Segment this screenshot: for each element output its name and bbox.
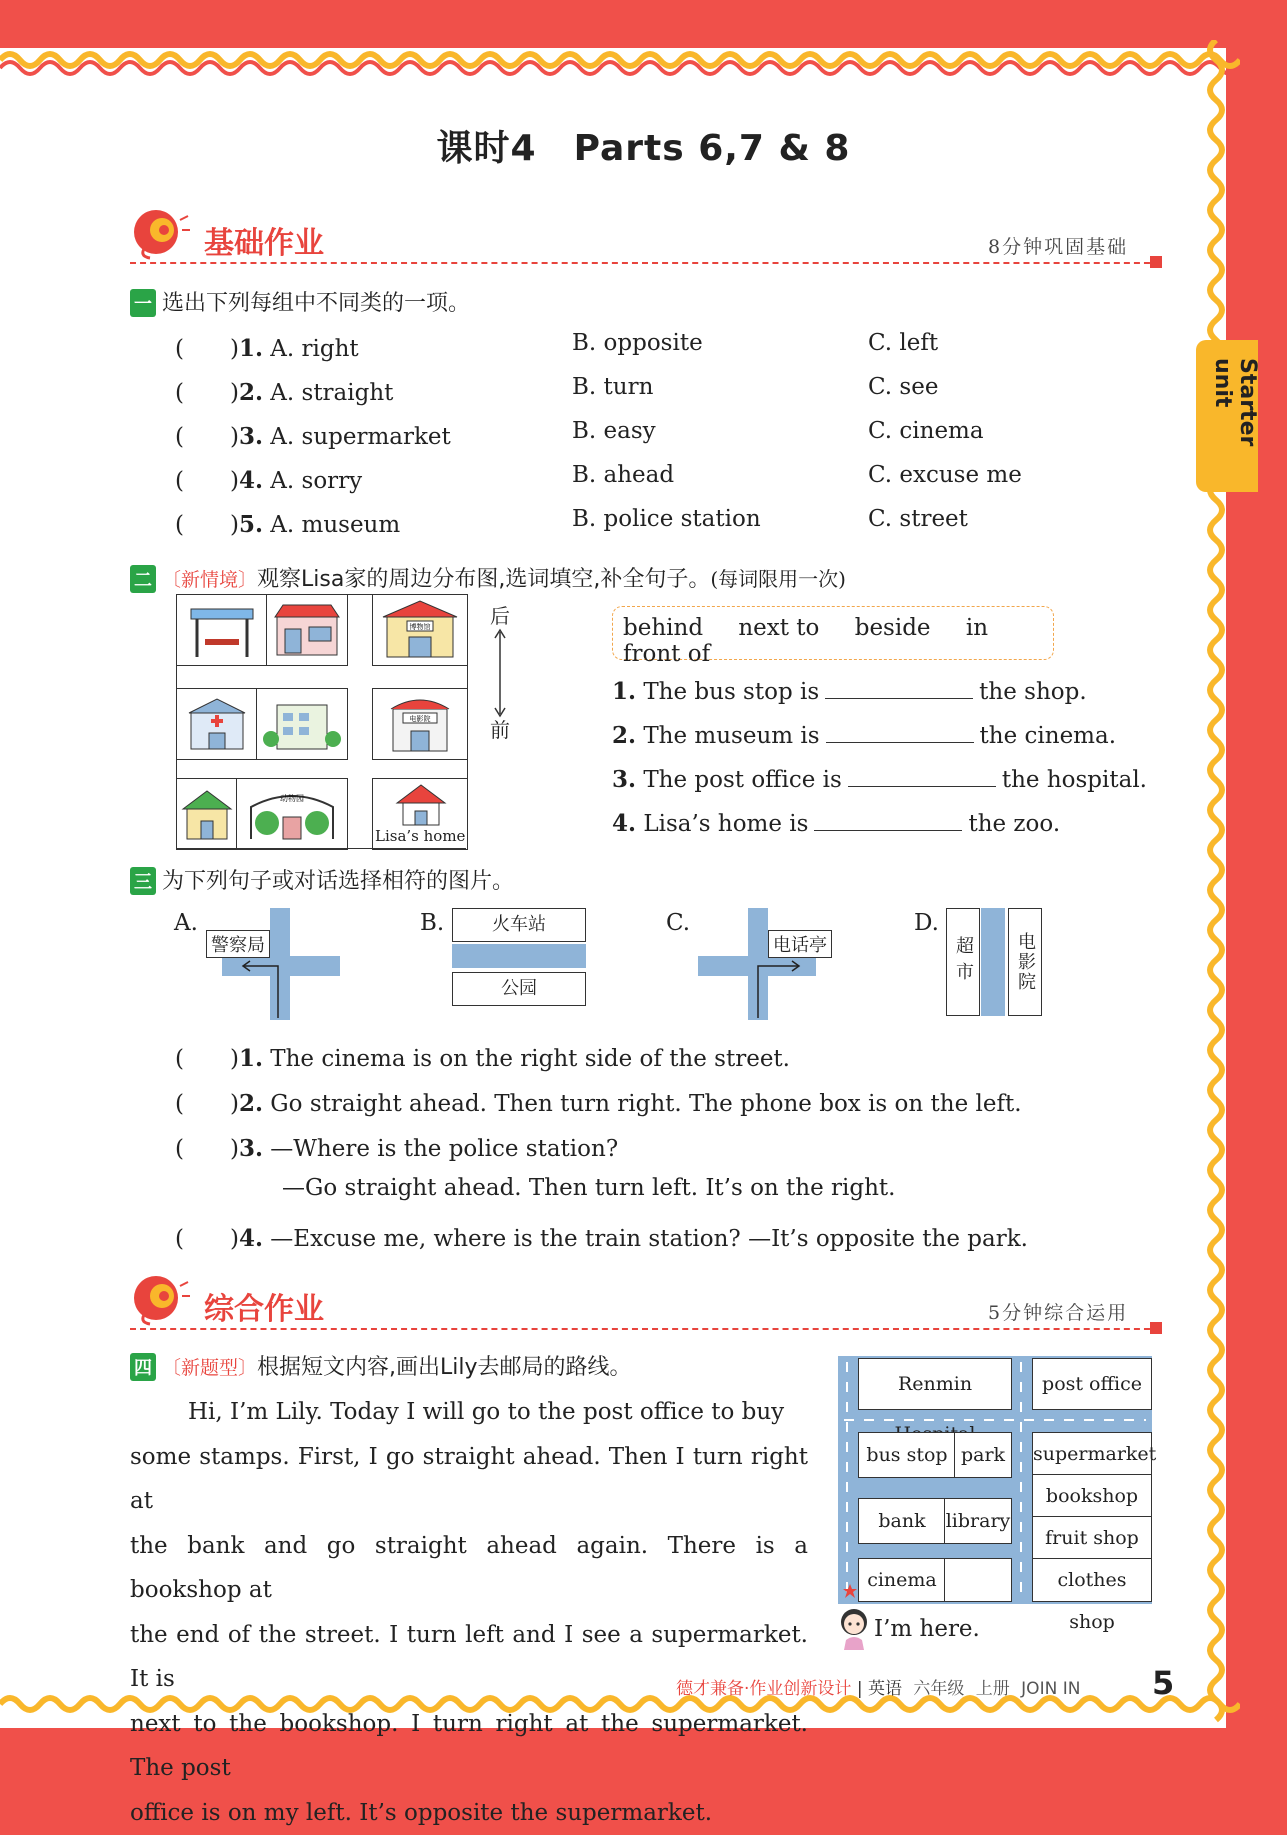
q1-heading [130,286,470,317]
map-fruit-shop: fruit shop [1032,1516,1152,1560]
hospital-cell [176,688,258,760]
answer-paren[interactable]: ( ) [175,336,239,362]
q1-item-3 [175,418,451,451]
q4-instruction: 根据短文内容,画出Lily去邮局的路线。 [257,1355,632,1380]
footer-grade: 六年级 [913,1679,964,1699]
q1-item-2 [175,374,393,407]
word-bank-item: in front of [623,615,988,667]
option-a: A. sorry [270,468,362,494]
q4-heading [130,1350,632,1381]
page-number: 5 [1152,1664,1174,1702]
small-house-icon [181,787,233,843]
fill-blank[interactable] [814,808,962,831]
footer-volume: 上册 [976,1679,1010,1699]
map-post-office: post office [1032,1358,1152,1410]
q3-item-1 [175,1040,790,1073]
route-arrow-icon [754,958,804,1020]
item-text: —Excuse me, where is the train station? —It’s opposite the park. [270,1226,1028,1252]
word-bank-item: next to [738,615,819,641]
q3-heading [130,864,514,895]
item-number: 1. [612,678,636,705]
q1-item-1 [175,330,359,363]
q2-instruction: 观察Lisa家的周边分布图,选词填空,补全句子。 [257,567,710,592]
zoo-icon [243,783,341,845]
q2-badge: 二 [130,565,156,593]
fill-blank[interactable] [825,676,973,699]
fill-blank[interactable] [826,720,974,743]
museum-sign-text: 博物馆 [410,622,431,631]
map-renmin-hospital: Renmin [858,1358,1012,1410]
bus-stop-cell [176,594,268,666]
item-number: 4. [239,467,263,494]
passage-line: next to the bookshop. I turn right at the supermarket. The post [130,1702,808,1791]
q3-item-3-reply: —Go straight ahead. Then turn left. It’s on the right. [282,1175,895,1201]
item-number: 5. [239,511,263,538]
answer-paren[interactable]: ( ) [175,1091,239,1117]
sentence-end: the cinema. [980,723,1116,749]
answer-paren[interactable]: ( ) [175,512,239,538]
cinema-label: 电影院 [1008,908,1042,1016]
q1-item-5-option-b: B. police station [572,506,761,532]
direction-back-label: 后 [490,600,510,629]
option-a: A. right [270,336,358,362]
q1-item-5-option-c: C. street [868,506,968,532]
museum-cell [372,594,468,666]
q1-item-3-option-c: C. cinema [868,418,984,444]
police-station-label: 警察局 [206,930,270,958]
cinema-cell [372,688,468,760]
q3-item-2 [175,1085,1022,1118]
item-number: 2. [239,1090,263,1117]
q1-item-2-option-c: C. see [868,374,938,400]
map-empty-lot [944,1558,1012,1602]
passage-line: the end of the street. I turn left and I see a supermarket. It is [130,1613,808,1702]
item-number: 4. [239,1225,263,1252]
lisa-home-label: Lisa’s home [375,827,465,845]
hospital-icon [181,695,253,753]
section-comprehensive-divider [130,1328,1160,1330]
item-number: 2. [612,722,636,749]
q1-item-2-option-b: B. turn [572,374,653,400]
top-wave-border [0,40,1240,80]
map-clothes-shop: clothes shop [1032,1558,1152,1602]
shop-cell [266,594,348,666]
word-bank-item: behind [623,615,703,641]
section-comprehensive-title: 综合作业 [204,1284,324,1328]
answer-paren[interactable]: ( ) [175,380,239,406]
sentence-start: The museum is [643,723,819,749]
road-dashes [840,1356,854,1604]
option-a: A. museum [270,512,400,538]
passage-line: office is on my left. It’s opposite the supermarket. [130,1791,808,1835]
option-a: A. straight [270,380,393,406]
start-star-icon [843,1584,857,1598]
map-top-edge [176,594,466,595]
q1-item-1-option-c: C. left [868,330,938,356]
answer-paren[interactable]: ( ) [175,1136,239,1162]
lily-avatar-icon [836,1606,872,1650]
answer-paren[interactable]: ( ) [175,468,239,494]
cinema-sign-text: 电影院 [410,714,431,723]
lisa-home-icon [395,783,447,827]
answer-paren[interactable]: ( ) [175,1046,239,1072]
map-cinema: cinema [858,1558,946,1602]
q4-badge: 四 [130,1353,156,1381]
q1-instruction: 选出下列每组中不同类的一项。 [162,291,470,316]
unit-side-tab-label: Starter unit [1210,358,1260,492]
q2-sentence-4 [612,808,1060,837]
option-a: A. supermarket [270,424,451,450]
q2-sentence-2 [612,720,1116,749]
page-title: 课时4 Parts 6,7 & 8 [0,120,1287,171]
section-basic-title: 基础作业 [204,218,324,262]
sentence-end: the hospital. [1002,767,1147,793]
word-bank [612,606,1054,660]
map-supermarket: supermarket [1032,1432,1152,1476]
post-office-icon [263,695,341,753]
q2-tag: 〔新情境〕 [162,569,257,591]
passage-line: the bank and go straight ahead again. There is a bookshop at [130,1524,808,1613]
q2-sentence-3 [612,764,1147,793]
sentence-end: the zoo. [968,811,1060,837]
map-library: library [944,1498,1012,1544]
item-number: 1. [239,1045,263,1072]
road-dashes [1014,1356,1028,1604]
q1-item-5 [175,506,400,539]
flower-icon [130,206,190,260]
sentence-start: The bus stop is [643,679,819,705]
post-office-cell [256,688,348,760]
map-road-horizontal-1 [176,664,468,688]
footer-subject: 英语 [868,1679,902,1699]
passage-line: some stamps. First, I go straight ahead. Then I turn right at [130,1435,808,1524]
map-bank: bank [858,1498,946,1544]
answer-paren[interactable]: ( ) [175,424,239,450]
flower-icon [130,1272,190,1326]
supermarket-label: 超市 [946,908,980,1016]
item-number: 3. [612,766,636,793]
divider-end-marker [1150,256,1162,268]
map-bookshop: bookshop [1032,1474,1152,1518]
cinema-icon [381,693,459,755]
item-text: The cinema is on the right side of the street. [270,1046,790,1072]
q4-tag: 〔新题型〕 [162,1357,257,1379]
lisa-home-cell [372,778,468,850]
item-number: 3. [239,423,263,450]
fill-blank[interactable] [848,764,996,787]
route-arrow-icon [240,958,280,1020]
road-dashes [840,1412,1150,1428]
im-here-label: I’m here. [874,1616,980,1642]
museum-icon [379,599,461,661]
q2-heading [130,562,846,593]
q3-badge: 三 [130,867,156,895]
item-number: 1. [239,335,263,362]
picture-a-letter: A. [174,910,198,936]
word-bank-item: beside [855,615,931,641]
zoo-sign-text: 动物园 [280,793,304,803]
map-road-horizontal-2 [176,758,468,778]
section-comprehensive-note: 5分钟综合运用 [988,1298,1128,1325]
direction-arrow-icon [492,628,508,718]
item-text: Go straight ahead. Then turn right. The phone box is on the left. [270,1091,1021,1117]
section-basic-divider [130,262,1160,264]
sentence-end: the shop. [979,679,1086,705]
map-bus-stop: bus stop [858,1432,956,1478]
q2-instruction-note: (每词限用一次) [710,567,846,591]
shop-icon [271,601,343,659]
zoo-cell [236,778,348,850]
q1-badge: 一 [130,289,156,317]
q1-item-4-option-b: B. ahead [572,462,674,488]
divider-end-marker [1150,1322,1162,1334]
picture-b-letter: B. [420,910,444,936]
q1-item-4-option-c: C. excuse me [868,462,1022,488]
q3-instruction: 为下列句子或对话选择相符的图片。 [162,869,514,894]
q1-item-1-option-b: B. opposite [572,330,703,356]
right-wave-border [1200,40,1240,1730]
direction-front-label: 前 [490,714,510,743]
picture-c-letter: C. [666,910,690,936]
house-cell [176,778,238,850]
footer: 德才兼备·作业创新设计 | 英语 六年级 上册 JOIN IN [676,1674,1080,1699]
sentence-start: The post office is [643,767,842,793]
section-basic-note: 8分钟巩固基础 [988,232,1128,259]
q4-passage [130,1390,808,1835]
street-road [452,944,586,968]
q1-item-3-option-b: B. easy [572,418,656,444]
q1-item-4 [175,462,362,495]
q3-item-4 [175,1220,1028,1253]
answer-paren[interactable]: ( ) [175,1226,239,1252]
bus-stop-icon [185,603,259,659]
item-text: —Where is the police station? [270,1136,618,1162]
passage-line: Hi, I’m Lily. Today I will go to the post office to buy [130,1390,808,1435]
unit-side-tab [1196,340,1258,492]
park-label: 公园 [452,972,586,1006]
train-station-label: 火车站 [452,908,586,942]
street-road [981,908,1005,1016]
item-number: 3. [239,1135,263,1162]
q3-item-3 [175,1130,618,1163]
map-bottom-edge [176,848,466,849]
item-number: 4. [612,810,636,837]
footer-edition: JOIN IN [1021,1679,1080,1699]
phone-box-label: 电话亭 [768,930,832,958]
q2-sentence-1 [612,676,1087,705]
item-number: 2. [239,379,263,406]
picture-d-letter: D. [914,910,939,936]
sentence-start: Lisa’s home is [643,811,808,837]
footer-brand: 德才兼备·作业创新设计 [676,1679,851,1699]
map-park: park [954,1432,1012,1478]
